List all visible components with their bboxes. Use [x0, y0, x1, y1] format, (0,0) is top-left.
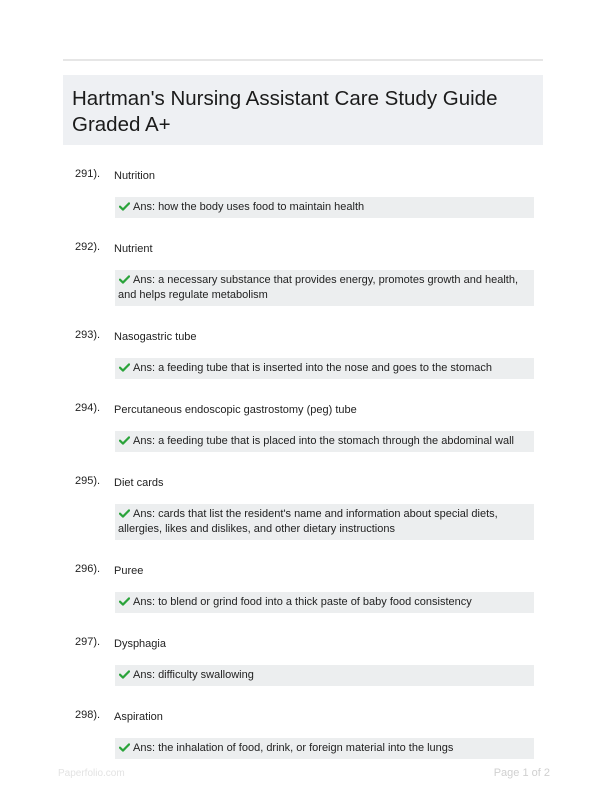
check-icon — [119, 743, 130, 752]
answer-text: Ans: a feeding tube that is placed into the stomach through the abdominal wall — [133, 435, 514, 447]
check-icon — [119, 597, 130, 606]
item-term: Nasogastric tube — [114, 331, 197, 343]
item-answer — [115, 665, 534, 686]
item-term: Diet cards — [114, 477, 164, 489]
item-number: 296). — [75, 563, 101, 575]
title-banner — [63, 75, 543, 145]
answer-text: Ans: a feeding tube that is inserted into the nose and goes to the stomach — [133, 362, 492, 374]
item-answer — [115, 270, 534, 306]
item-term: Nutrient — [114, 243, 153, 255]
page-title: Hartman's Nursing Assistant Care Study Guide Graded A+ — [72, 87, 498, 136]
answer-text: Ans: the inhalation of food, drink, or foreign material into the lungs — [133, 742, 454, 754]
answer-text: Ans: difficulty swallowing — [133, 669, 254, 681]
item-answer — [115, 504, 534, 540]
item-number: 292). — [75, 241, 101, 253]
page-number: Page 1 of 2 — [493, 767, 550, 779]
check-icon — [119, 202, 130, 211]
answer-text: Ans: to blend or grind food into a thick paste of baby food consistency — [133, 596, 472, 608]
check-icon — [119, 363, 130, 372]
item-term: Puree — [114, 565, 144, 577]
item-answer — [115, 738, 534, 759]
list-item — [63, 328, 543, 379]
check-icon — [119, 275, 130, 284]
list-item — [63, 240, 543, 306]
item-answer — [115, 358, 534, 379]
answer-text: Ans: a necessary substance that provides energy, promotes growth and health, and helps regulate metabolism — [118, 274, 519, 301]
item-term: Nutrition — [114, 170, 155, 182]
item-number: 297). — [75, 636, 101, 648]
list-item — [63, 167, 543, 218]
footer-watermark: Paperfolio.com — [58, 768, 125, 779]
item-number: 298). — [75, 709, 101, 721]
check-icon — [119, 670, 130, 679]
item-number: 295). — [75, 475, 101, 487]
answer-text: Ans: how the body uses food to maintain health — [133, 201, 365, 213]
item-number: 291). — [75, 168, 101, 180]
item-answer — [115, 592, 534, 613]
item-answer — [115, 197, 534, 218]
answer-text: Ans: cards that list the resident's name and information about special diets, allergies, likes and dislikes, and other dietary instructions — [118, 508, 498, 535]
list-item — [63, 635, 543, 686]
check-icon — [119, 436, 130, 445]
item-number: 293). — [75, 329, 101, 341]
list-item — [63, 401, 543, 452]
list-item — [63, 474, 543, 540]
top-divider — [63, 59, 543, 61]
item-number: 294). — [75, 402, 101, 414]
item-answer — [115, 431, 534, 452]
item-term: Dysphagia — [114, 638, 166, 650]
list-item — [63, 562, 543, 613]
list-item — [63, 708, 543, 759]
check-icon — [119, 509, 130, 518]
question-list — [63, 167, 543, 781]
item-term: Aspiration — [114, 711, 163, 723]
item-term: Percutaneous endoscopic gastrostomy (peg) tube — [114, 404, 357, 416]
